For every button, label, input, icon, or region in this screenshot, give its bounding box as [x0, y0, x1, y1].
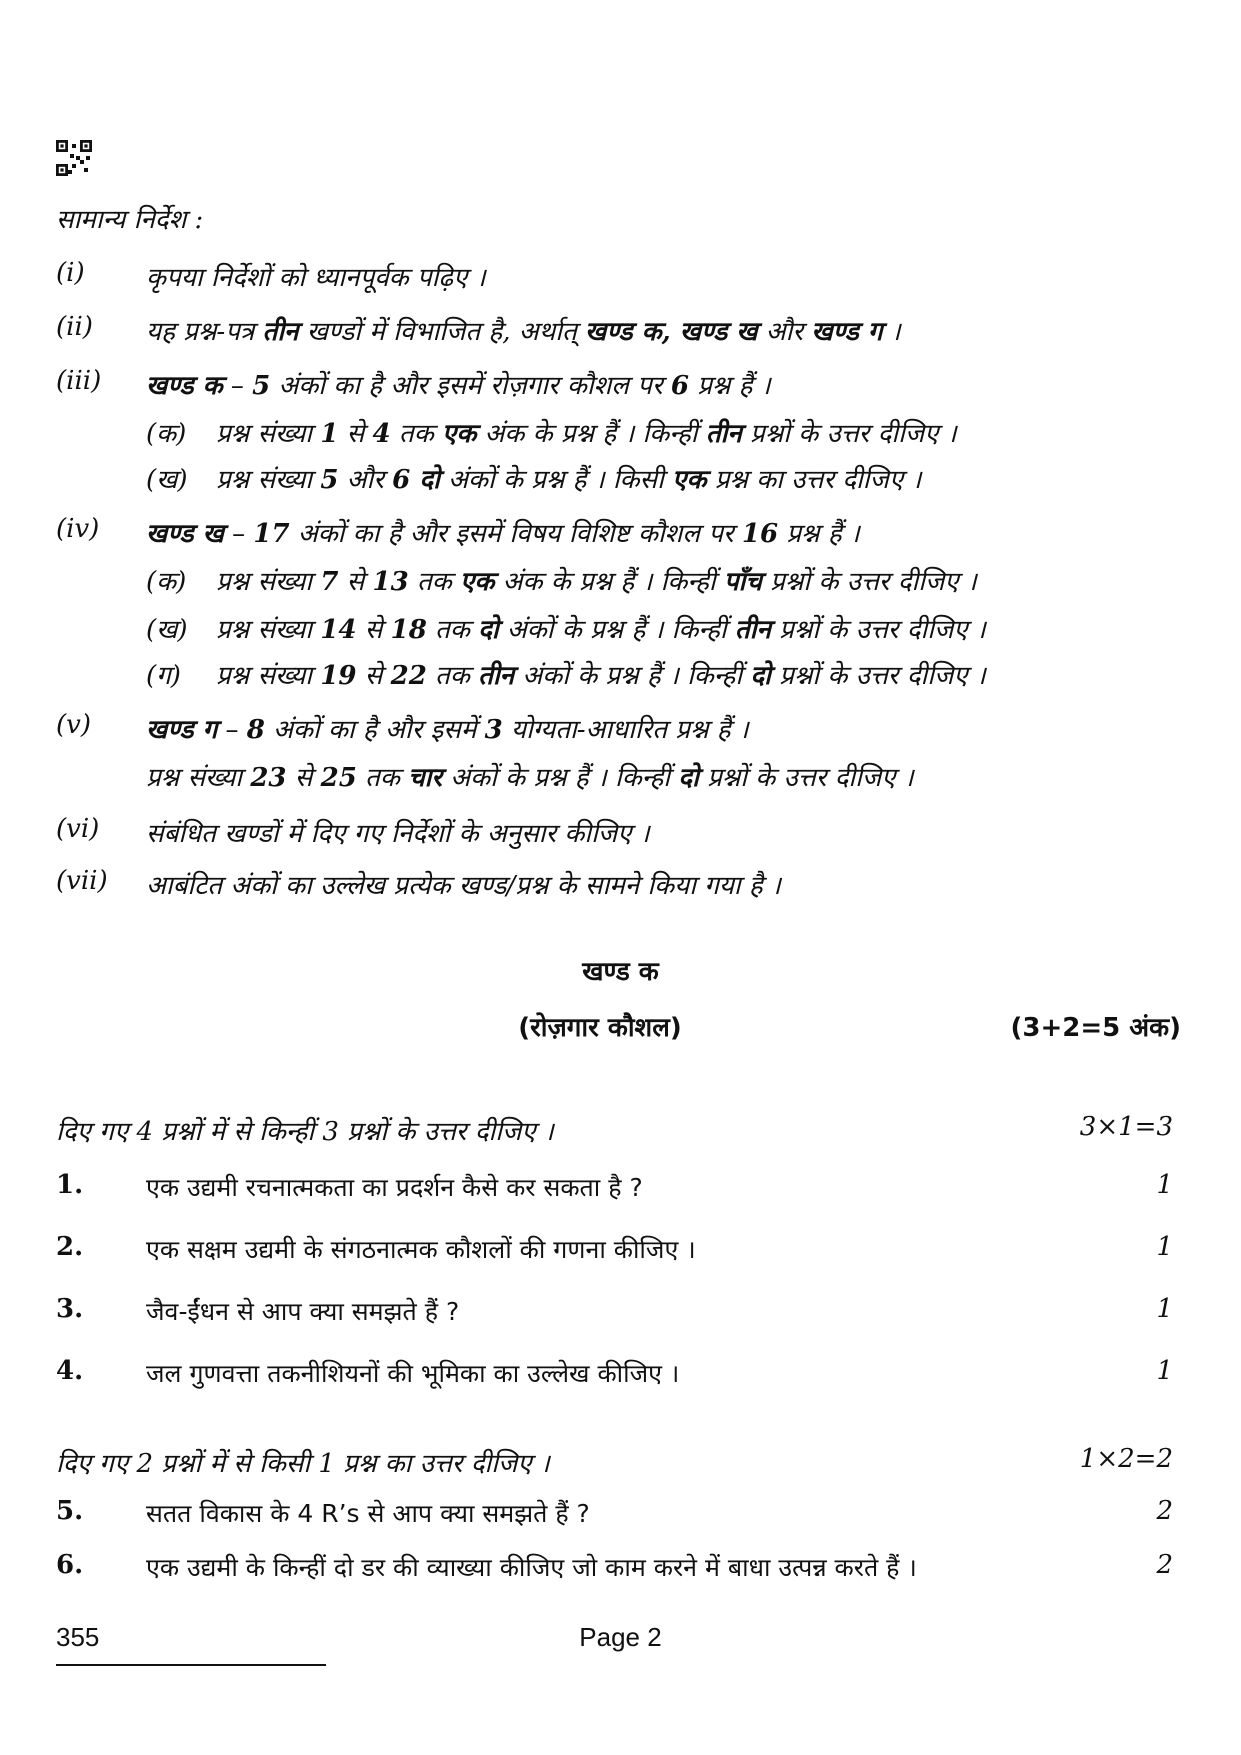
question-number: 6.	[56, 1550, 84, 1580]
instruction-text: प्रश्न संख्या 23 से 25 तक चार अंकों के प्रश्न हैं । किन्हीं दो प्रश्नों के उत्तर दीजिए ।	[146, 763, 914, 793]
instruction-text: प्रश्न संख्या 7 से 13 तक एक अंक के प्रश्न हैं । किन्हीं पाँच प्रश्नों के उत्तर दीजिए ।	[216, 567, 977, 597]
question-number: 2.	[56, 1232, 84, 1262]
group2-marks: 1×2=2	[1079, 1444, 1173, 1474]
instruction-text: आबंटित अंकों का उल्लेख प्रत्येक खण्ड/प्रश्न के सामने किया गया है ।	[146, 871, 781, 901]
page-number: Page 2	[579, 1622, 662, 1652]
section-title: खण्ड क	[582, 957, 659, 987]
question-marks: 2	[1156, 1496, 1173, 1526]
question-text: एक सक्षम उद्यमी के संगठनात्मक कौशलों की गणना कीजिए ।	[146, 1235, 696, 1264]
question-number: 5.	[56, 1496, 84, 1526]
instruction-sub-label: (ग)	[146, 661, 181, 691]
question-text: जैव-ईंधन से आप क्या समझते हैं ?	[146, 1297, 460, 1326]
question-number: 1.	[56, 1170, 84, 1200]
question-marks: 1	[1156, 1170, 1173, 1200]
instruction-number: (iv)	[56, 514, 100, 544]
question-marks: 2	[1156, 1550, 1173, 1580]
question-text: एक उद्यमी के किन्हीं दो डर की व्याख्या कीजिए जो काम करने में बाधा उत्पन्न करते हैं ।	[146, 1553, 917, 1582]
instruction-text: कृपया निर्देशों को ध्यानपूर्वक पढ़िए ।	[146, 263, 486, 293]
group2-instruction: दिए गए 2 प्रश्नों में से किसी 1 प्रश्न का उत्तर दीजिए ।	[56, 1449, 550, 1479]
instruction-text: संबंधित खण्डों में दिए गए निर्देशों के अनुसार कीजिए ।	[146, 819, 650, 849]
instruction-text: प्रश्न संख्या 1 से 4 तक एक अंक के प्रश्न हैं । किन्हीं तीन प्रश्नों के उत्तर दीजिए ।	[216, 419, 957, 449]
question-marks: 1	[1156, 1356, 1173, 1386]
instruction-text: प्रश्न संख्या 5 और 6 दो अंकों के प्रश्न हैं । किसी एक प्रश्न का उत्तर दीजिए ।	[216, 465, 922, 495]
instruction-text: प्रश्न संख्या 19 से 22 तक तीन अंकों के प्रश्न हैं । किन्हीं दो प्रश्नों के उत्तर दीजिए ।	[216, 661, 986, 691]
footer-rule	[56, 1664, 326, 1666]
section-subtitle: (रोज़गार कौशल)	[518, 1013, 682, 1043]
instruction-sub-label: (ख)	[146, 615, 188, 645]
question-text: एक उद्यमी रचनात्मकता का प्रदर्शन कैसे कर सकता है ?	[146, 1173, 643, 1202]
instruction-text: खण्ड ख – 17 अंकों का है और इसमें विषय विशिष्ट कौशल पर 16 प्रश्न हैं ।	[146, 519, 860, 549]
instruction-number: (ii)	[56, 312, 93, 342]
paper-code: 355	[56, 1622, 100, 1652]
instruction-text: यह प्रश्न-पत्र तीन खण्डों में विभाजित है, अर्थात् खण्ड क, खण्ड ख और खण्ड ग ।	[146, 317, 901, 347]
question-number: 3.	[56, 1294, 84, 1324]
qr-code-icon	[56, 140, 92, 176]
instruction-text: प्रश्न संख्या 14 से 18 तक दो अंकों के प्रश्न हैं । किन्हीं तीन प्रश्नों के उत्तर दीजिए ।	[216, 615, 986, 645]
instruction-number: (vi)	[56, 814, 100, 844]
group1-instruction: दिए गए 4 प्रश्नों में से किन्हीं 3 प्रश्नों के उत्तर दीजिए ।	[56, 1117, 554, 1147]
instruction-number: (iii)	[56, 366, 102, 396]
instruction-number: (vii)	[56, 866, 108, 896]
question-number: 4.	[56, 1356, 84, 1386]
instruction-sub-label: (क)	[146, 419, 187, 449]
question-text: जल गुणवत्ता तकनीशियनों की भूमिका का उल्लेख कीजिए ।	[146, 1359, 680, 1388]
instruction-text: खण्ड क – 5 अंकों का है और इसमें रोज़गार कौशल पर 6 प्रश्न हैं ।	[146, 371, 771, 401]
instruction-text: खण्ड ग – 8 अंकों का है और इसमें 3 योग्यता-आधारित प्रश्न हैं ।	[146, 715, 749, 745]
instruction-sub-label: (क)	[146, 567, 187, 597]
question-marks: 1	[1156, 1294, 1173, 1324]
question-marks: 1	[1156, 1232, 1173, 1262]
instruction-number: (v)	[56, 710, 91, 740]
group1-marks: 3×1=3	[1079, 1112, 1173, 1142]
instruction-number: (i)	[56, 258, 85, 288]
general-instructions-title: सामान्य निर्देश :	[56, 205, 204, 235]
instruction-sub-label: (ख)	[146, 465, 188, 495]
section-marks: (3+2=5 अंक)	[1010, 1013, 1181, 1043]
question-text: सतत विकास के 4 R’s से आप क्या समझते हैं ?	[146, 1499, 590, 1528]
